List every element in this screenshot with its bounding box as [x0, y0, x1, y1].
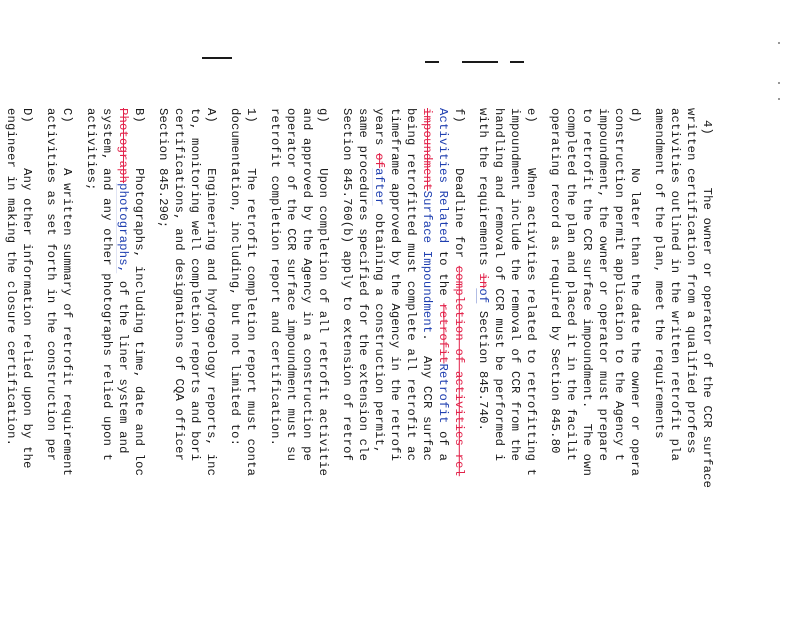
text-segment: activities; — [84, 108, 98, 191]
text-segment: obtaining a construction permit, — [372, 205, 386, 454]
text-line — [668, 108, 682, 618]
scan-speck — [778, 98, 780, 100]
scan-speck — [778, 82, 780, 84]
text-line — [580, 108, 594, 618]
text-line — [340, 108, 354, 618]
text-segment: activities as set forth in the construction per — [44, 108, 58, 462]
text-segment: retrofit completion report and certification. — [268, 108, 282, 447]
text-line — [548, 108, 562, 618]
text-line — [452, 108, 466, 618]
text-line — [84, 108, 98, 618]
text-line — [132, 108, 146, 618]
text-segment: to, monitoring well completion reports and bori — [188, 108, 202, 462]
deleted-text: Photograph — [116, 108, 130, 184]
rule-mark — [202, 57, 232, 59]
text-segment: activities outlined in the written retrofit pla — [668, 108, 682, 462]
text-segment: and approved by the Agency in a construction pe — [300, 108, 314, 462]
text-segment: engineer in making the closure certification. — [4, 108, 18, 447]
text-line — [268, 108, 282, 618]
text-segment: written certification from a qualified profess — [684, 108, 698, 454]
text-segment: of a — [436, 423, 450, 462]
text-line — [172, 108, 186, 618]
deleted-text: retrofit — [436, 303, 450, 364]
text-segment: impoundment include the removal of CCR from the — [508, 108, 522, 462]
text-segment: handling and removal of CCR must be performed i — [492, 108, 506, 462]
text-segment: D) Any other information relied upon by the — [20, 108, 34, 469]
text-line — [316, 108, 330, 618]
text-segment: 1) The retrofit completion report must conta — [244, 108, 258, 477]
text-segment: 4) The owner or operator of the CCR surface — [700, 120, 714, 489]
text-segment: impoundment, the owner or operator must prepare — [596, 108, 610, 462]
text-line — [4, 108, 18, 618]
text-line — [20, 108, 34, 618]
text-line — [204, 108, 218, 618]
text-segment: of the liner system and — [116, 273, 130, 454]
text-segment: documentation, including, but not limited to: — [228, 108, 242, 447]
text-segment: g) Upon completion of all retrofit activitie — [316, 108, 330, 477]
deleted-text: impoundment — [420, 108, 434, 191]
text-line — [156, 108, 170, 618]
text-segment: completed the plan and placed it in the facilit — [564, 108, 578, 462]
text-segment: amendment of the plan, meet the requirements — [652, 108, 666, 439]
inserted-text: photographs, — [116, 183, 130, 274]
rule-mark — [510, 61, 524, 63]
text-segment: operating record as required by Section 845.80 — [548, 108, 562, 454]
inserted-text: Retrofit — [436, 363, 450, 424]
text-line — [244, 108, 258, 618]
text-line — [684, 108, 698, 618]
text-line — [564, 108, 578, 618]
text-line — [356, 108, 370, 618]
text-segment: same procedures specified for the extension cle — [356, 108, 370, 462]
text-segment: to the — [436, 243, 450, 304]
text-segment: Section 845.740. — [476, 303, 490, 432]
text-segment: construction permit application to the Agency t — [612, 108, 626, 462]
text-line — [404, 108, 418, 618]
text-line — [524, 108, 538, 618]
text-segment: with the requirements — [476, 108, 490, 274]
text-line — [188, 108, 202, 618]
text-line — [116, 108, 130, 618]
text-line — [420, 108, 434, 618]
text-segment: A) Engineering and hydrogeology reports, inc — [204, 108, 218, 477]
deleted-text: of — [372, 153, 386, 169]
inserted-text: after — [372, 168, 386, 206]
text-line — [436, 108, 450, 618]
text-line — [476, 108, 490, 618]
deleted-text: completion of activities rel — [452, 265, 466, 477]
text-segment: C) A written summary of retrofit requirement — [60, 108, 74, 477]
text-line — [44, 108, 58, 618]
deleted-text: in — [476, 273, 490, 289]
text-segment: d) No later than the date the owner or opera — [628, 108, 642, 477]
text-segment: . Any CCR surfac — [420, 333, 434, 462]
text-segment: Section 845.760(b) apply to extension of retrof — [340, 108, 354, 462]
text-segment: to retrofit the CCR surface impoundment. The own — [580, 108, 594, 477]
text-line — [60, 108, 74, 618]
text-segment: B) Photographs, including time, date and loc — [132, 108, 146, 477]
inserted-text: Surface Impoundment — [420, 190, 434, 334]
text-line — [612, 108, 626, 618]
text-segment: system, and any other photographs relied upon t — [100, 108, 114, 462]
text-segment: certifications, and designations of CQA officer — [172, 108, 186, 462]
text-line — [508, 108, 522, 618]
scan-speck — [778, 42, 780, 44]
text-line — [372, 108, 386, 618]
text-segment: f) Deadline for — [452, 108, 466, 266]
text-line — [628, 108, 642, 618]
text-line — [652, 108, 666, 618]
text-line — [100, 108, 114, 618]
inserted-text: of — [476, 288, 490, 304]
text-line — [228, 108, 242, 618]
text-line — [388, 108, 402, 618]
text-line — [596, 108, 610, 618]
inserted-text: Activities Related — [436, 108, 450, 244]
text-segment: Section 845.290; — [156, 108, 170, 229]
text-segment: timeframe approved by the Agency in the retrofi — [388, 108, 402, 462]
text-line — [284, 108, 298, 618]
rule-mark — [462, 61, 498, 63]
text-segment: years — [372, 108, 386, 154]
rule-mark — [425, 61, 439, 63]
text-segment: e) When activities related to retrofitting t — [524, 108, 538, 477]
text-segment: operator of the CCR surface impoundment must su — [284, 108, 298, 462]
text-line — [700, 120, 714, 618]
text-line — [300, 108, 314, 618]
text-segment: being retrofitted must complete all retrofit ac — [404, 108, 418, 462]
text-line — [492, 108, 506, 618]
